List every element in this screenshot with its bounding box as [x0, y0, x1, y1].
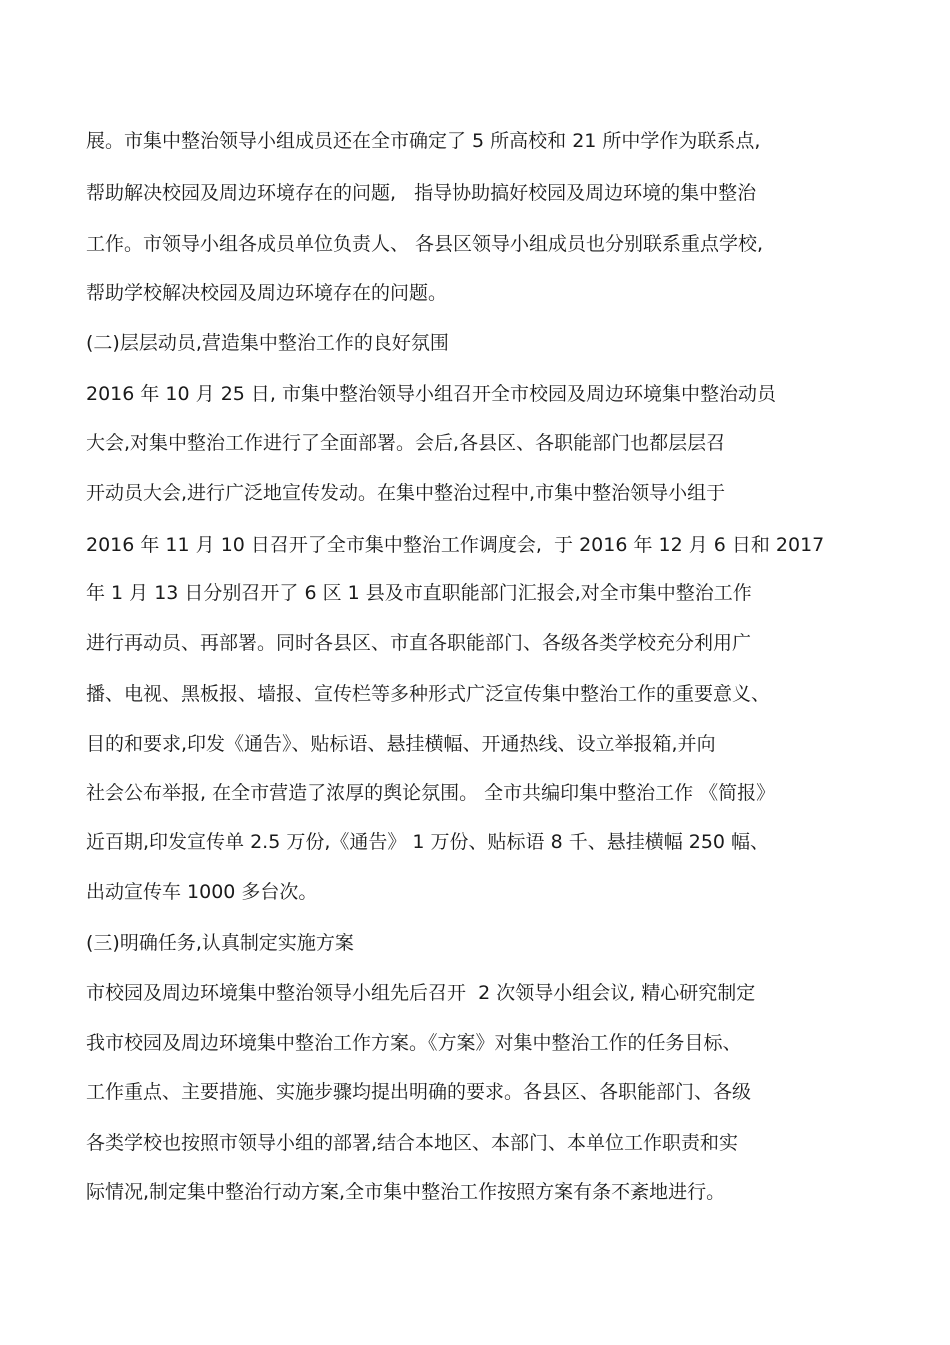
text-line: 年 1 月 13 日分别召开了 6 区 1 县及市直职能部门汇报会,对全市集中整治工作 — [86, 582, 752, 604]
text-line: 展。市集中整治领导小组成员还在全市确定了 5 所高校和 21 所中学作为联系点, — [86, 130, 761, 152]
text-line: 2016 年 11 月 10 日召开了全市集中整治工作调度会, 于 2016 年 12 月 6 日和 2017 — [86, 534, 825, 556]
text-line: 社会公布举报, 在全市营造了浓厚的舆论氛围。 全市共编印集中整治工作 《简报》 — [86, 782, 776, 804]
text-line: 帮助学校解决校园及周边环境存在的问题。 — [86, 282, 448, 304]
text-line: 近百期,印发宣传单 2.5 万份,《通告》 1 万份、贴标语 8 千、悬挂横幅 250 幅、 — [86, 831, 770, 853]
text-line: 市校园及周边环境集中整治领导小组先后召开 2 次领导小组会议, 精心研究制定 — [86, 982, 756, 1004]
text-line: 播、电视、黑板报、墙报、宣传栏等多种形式广泛宣传集中整治工作的重要意义、 — [86, 683, 771, 705]
text-line: 目的和要求,印发《通告》、贴标语、悬挂横幅、开通热线、设立举报箱,并向 — [86, 733, 716, 755]
text-line: 帮助解决校园及周边环境存在的问题, 指导协助搞好校园及周边环境的集中整治 — [86, 182, 757, 204]
text-line: 开动员大会,进行广泛地宣传发动。在集中整治过程中,市集中整治领导小组于 — [86, 482, 726, 504]
text-line: 出动宣传车 1000 多台次。 — [86, 881, 318, 903]
text-line: 大会,对集中整治工作进行了全面部署。会后,各县区、各职能部门也都层层召 — [86, 432, 726, 454]
text-line: 际情况,制定集中整治行动方案,全市集中整治工作按照方案有条不紊地进行。 — [86, 1181, 726, 1203]
text-line: 进行再动员、再部署。同时各县区、市直各职能部门、各级各类学校充分利用广 — [86, 632, 752, 654]
text-line: 2016 年 10 月 25 日, 市集中整治领导小组召开全市校园及周边环境集中整治动员 — [86, 383, 776, 405]
section-heading: (二)层层动员,营造集中整治工作的良好氛围 — [86, 332, 449, 354]
section-heading: (三)明确任务,认真制定实施方案 — [86, 932, 354, 954]
text-line: 工作重点、主要措施、实施步骤均提出明确的要求。各县区、各职能部门、各级 — [86, 1081, 752, 1103]
text-line: 各类学校也按照市领导小组的部署,结合本地区、本部门、本单位工作职责和实 — [86, 1132, 739, 1154]
text-line: 工作。市领导小组各成员单位负责人、 各县区领导小组成员也分别联系重点学校, — [86, 233, 764, 255]
text-line: 我市校园及周边环境集中整治工作方案。《方案》对集中整治工作的任务目标、 — [86, 1032, 742, 1054]
